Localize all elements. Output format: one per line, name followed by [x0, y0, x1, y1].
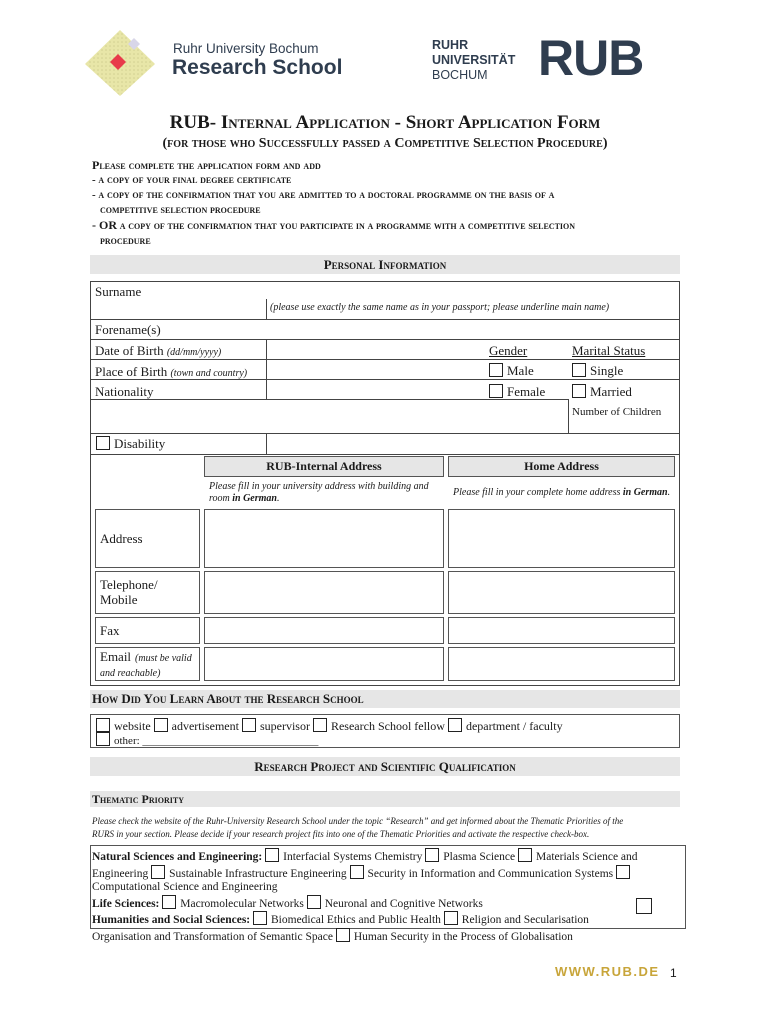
rub-hint-german: in German [232, 493, 277, 504]
materials-checkbox[interactable] [518, 848, 532, 862]
instructions [92, 158, 692, 249]
children-label: Number of Children [572, 406, 662, 418]
home-hint-end: . [667, 487, 671, 498]
nationality-field[interactable] [267, 380, 482, 398]
dob-label-text: Date of Birth [95, 343, 164, 358]
humanities-row-2 [92, 928, 682, 945]
surname-label: Surname [95, 284, 142, 299]
option-religion[interactable] [444, 914, 589, 926]
telephone-label-b: Mobile [100, 592, 138, 607]
organisation-checkbox[interactable] [636, 898, 652, 914]
interfacial-checkbox[interactable] [265, 848, 279, 862]
disability-label: Disability [114, 436, 166, 451]
option-interfacial[interactable] [265, 851, 422, 863]
instruction-item-2b: competitive selection procedure [100, 204, 261, 216]
disability-option[interactable] [96, 436, 165, 452]
home-fax-field[interactable] [448, 617, 675, 644]
option-materials[interactable] [518, 851, 638, 863]
thematic-note-b: RURS in your section. Please decide if your research project fits into one of the Thematic Priorities and activate the respective check-box. [92, 829, 590, 839]
instructions-intro: Please complete the application form and add [92, 158, 321, 172]
home-address-hint [453, 487, 670, 498]
natural-sciences-row-1 [92, 848, 682, 865]
thematic-heading: Thematic Priority [92, 792, 184, 806]
instruction-item-1: - a copy of your final degree certificate [92, 174, 292, 186]
thematic-note-a: Please check the website of the Ruhr-University Research School under the topic “Research” and get informed about the Thematic Priorities of the [92, 816, 624, 826]
department-label: department / faculty [465, 719, 563, 733]
address-right-border [679, 455, 680, 685]
forename-field[interactable] [267, 320, 679, 338]
plasma-label: Plasma Science [443, 851, 516, 863]
rub-fax-field[interactable] [204, 617, 444, 644]
marital-married-option[interactable] [572, 384, 632, 400]
univ-line-2: UNIVERSITÄT [432, 53, 516, 67]
home-hint-german: in German [622, 487, 668, 498]
organisation-label: Organisation and Transformation of Semantic Space [92, 930, 333, 943]
children-field[interactable] [570, 420, 678, 432]
rub-address-heading: RUB-Internal Address [266, 459, 382, 473]
rub-logo: RUB [538, 30, 644, 86]
pob-hint: (town and country) [170, 368, 248, 379]
form-subtitle: (for those who Successfully passed a Competitive Selection Procedure) [162, 136, 608, 151]
learn-fellow-option[interactable] [313, 719, 445, 733]
email-hint-a: (must be valid [135, 653, 192, 664]
instruction-item-3a-text: a copy of the confirmation that you participate in a programme with a competitive selection [117, 220, 576, 232]
gender-male-option[interactable] [489, 363, 534, 379]
option-security[interactable] [350, 868, 614, 880]
learn-department-option[interactable] [448, 719, 563, 733]
forename-label: Forename(s) [95, 322, 161, 337]
option-plasma[interactable] [425, 851, 515, 863]
personal-info-heading: Personal Information [323, 257, 447, 272]
religion-label: Religion and Secularisation [461, 914, 589, 926]
supervisor-checkbox[interactable] [242, 718, 256, 732]
option-sustainable[interactable] [151, 868, 347, 880]
instruction-item-3a [92, 218, 692, 234]
single-label: Single [590, 363, 624, 378]
marital-single-option[interactable] [572, 363, 623, 379]
address-label: Address [100, 531, 143, 546]
pob-field[interactable] [267, 360, 482, 378]
rub-hint-end: . [276, 493, 280, 504]
single-checkbox[interactable] [572, 363, 586, 377]
advertisement-checkbox[interactable] [154, 718, 168, 732]
address-left-border [90, 455, 91, 685]
female-label: Female [507, 384, 546, 399]
dob-field[interactable] [267, 340, 482, 358]
nationality-label: Nationality [95, 384, 154, 399]
natural-sciences-row-3: Computational Science and Engineering [92, 881, 278, 893]
male-checkbox[interactable] [489, 363, 503, 377]
human-security-checkbox[interactable] [336, 928, 350, 942]
macromolecular-label: Macromolecular Networks [180, 897, 304, 910]
natural-sciences-label: Natural Sciences and Engineering: [92, 851, 263, 863]
religion-checkbox[interactable] [444, 911, 458, 925]
biomedical-checkbox[interactable] [253, 911, 267, 925]
form-title: RUB- Internal Application - Short Application Form [169, 112, 601, 133]
telephone-label [100, 577, 158, 607]
home-address-field[interactable] [448, 509, 675, 568]
pob-label-text: Place of Birth [95, 364, 168, 379]
female-checkbox[interactable] [489, 384, 503, 398]
rub-telephone-field[interactable] [204, 571, 444, 614]
university-wordmark [432, 38, 515, 83]
sustainable-label: Sustainable Infrastructure Engineering [169, 867, 347, 880]
brand-line-1: Ruhr University Bochum [173, 41, 319, 56]
instruction-or: - OR [92, 218, 117, 232]
married-checkbox[interactable] [572, 384, 586, 398]
life-sciences-row [92, 895, 682, 912]
thematic-options [92, 848, 682, 944]
rub-email-field[interactable] [204, 647, 444, 681]
other-label: other: ________________________________ [114, 735, 319, 747]
learn-other-option[interactable] [96, 732, 318, 748]
materials-label-cont: Engineering [92, 867, 149, 880]
rub-hint-line-b [209, 493, 441, 505]
project-heading: Research Project and Scientific Qualification [254, 759, 516, 774]
address-bottom-border [90, 685, 680, 686]
advertisement-label: advertisement [171, 719, 239, 733]
macromolecular-checkbox[interactable] [162, 895, 176, 909]
instruction-item-3b: procedure [100, 235, 151, 247]
rub-hint-room: room [209, 493, 233, 504]
learn-website-option[interactable] [96, 719, 151, 733]
gender-female-option[interactable] [489, 384, 545, 400]
surname-field[interactable] [267, 282, 679, 300]
married-label: Married [590, 384, 632, 399]
fellow-checkbox[interactable] [313, 718, 327, 732]
learn-advertisement-option[interactable] [154, 719, 239, 733]
materials-label: Materials Science and [536, 851, 638, 863]
life-sciences-label: Life Sciences: [92, 897, 160, 910]
biomedical-label: Biomedical Ethics and Public Health [271, 914, 441, 926]
rub-hint-line-a: Please fill in your university address with building and [209, 481, 429, 492]
home-email-field[interactable] [448, 647, 675, 681]
human-security-label: Human Security in the Process of Globalisation [353, 930, 573, 943]
website-label: website [114, 719, 151, 733]
neuronal-checkbox[interactable] [307, 895, 321, 909]
instruction-item-2a: - a copy of the confirmation that you are admitted to a doctoral programme on the basis of a [92, 189, 555, 201]
option-biomedical[interactable] [253, 914, 441, 926]
humanities-row-1 [92, 911, 682, 928]
option-neuronal[interactable] [307, 898, 483, 910]
department-checkbox[interactable] [448, 718, 462, 732]
natural-sciences-row-2 [92, 865, 682, 882]
surname-note: (please use exactly the same name as in your passport; please underline main name) [270, 302, 610, 313]
dob-hint: (dd/mm/yyyy) [166, 347, 222, 358]
male-label: Male [507, 363, 534, 378]
pob-label [95, 364, 247, 380]
gender-label: Gender [489, 343, 528, 358]
email-hint-b: and reachable) [100, 668, 161, 679]
brand-line-2: Research School [172, 56, 343, 79]
humanities-label: Humanities and Social Sciences: [92, 914, 251, 926]
fellow-label: Research School fellow [330, 719, 445, 733]
marital-label: Marital Status [572, 343, 646, 358]
page-number: 1 [670, 966, 677, 980]
neuronal-label: Neuronal and Cognitive Networks [324, 897, 483, 910]
security-label: Security in Information and Communication Systems [367, 867, 614, 880]
option-macromolecular[interactable] [162, 898, 304, 910]
website-checkbox[interactable] [96, 718, 110, 732]
interfacial-label: Interfacial Systems Chemistry [283, 851, 423, 863]
telephone-label-a: Telephone/ [100, 577, 158, 592]
email-label-text: Email [100, 649, 132, 664]
footer-url: WWW.RUB.DE [555, 964, 660, 979]
other-checkbox[interactable] [96, 732, 110, 746]
learn-heading: How Did You Learn About the Research School [92, 691, 364, 706]
plasma-checkbox[interactable] [425, 848, 439, 862]
option-human-security[interactable] [336, 931, 573, 943]
home-hint-text: Please fill in your complete home address [453, 487, 623, 498]
computational-checkbox[interactable] [616, 865, 630, 879]
research-school-logo [80, 28, 343, 98]
supervisor-label: supervisor [259, 719, 310, 733]
rub-address-hint [209, 481, 441, 505]
dob-label [95, 343, 221, 359]
home-telephone-field[interactable] [448, 571, 675, 614]
univ-line-3: BOCHUM [432, 68, 488, 82]
fax-label: Fax [100, 623, 120, 638]
univ-line-1: RUHR [432, 38, 469, 52]
logo-diamond-icon [80, 28, 170, 98]
email-label [100, 650, 192, 680]
rub-address-field[interactable] [204, 509, 444, 568]
security-checkbox[interactable] [350, 865, 364, 879]
sustainable-checkbox[interactable] [151, 865, 165, 879]
home-address-heading: Home Address [524, 459, 599, 473]
learn-supervisor-option[interactable] [242, 719, 310, 733]
disability-checkbox[interactable] [96, 436, 110, 450]
thematic-note [92, 815, 692, 841]
